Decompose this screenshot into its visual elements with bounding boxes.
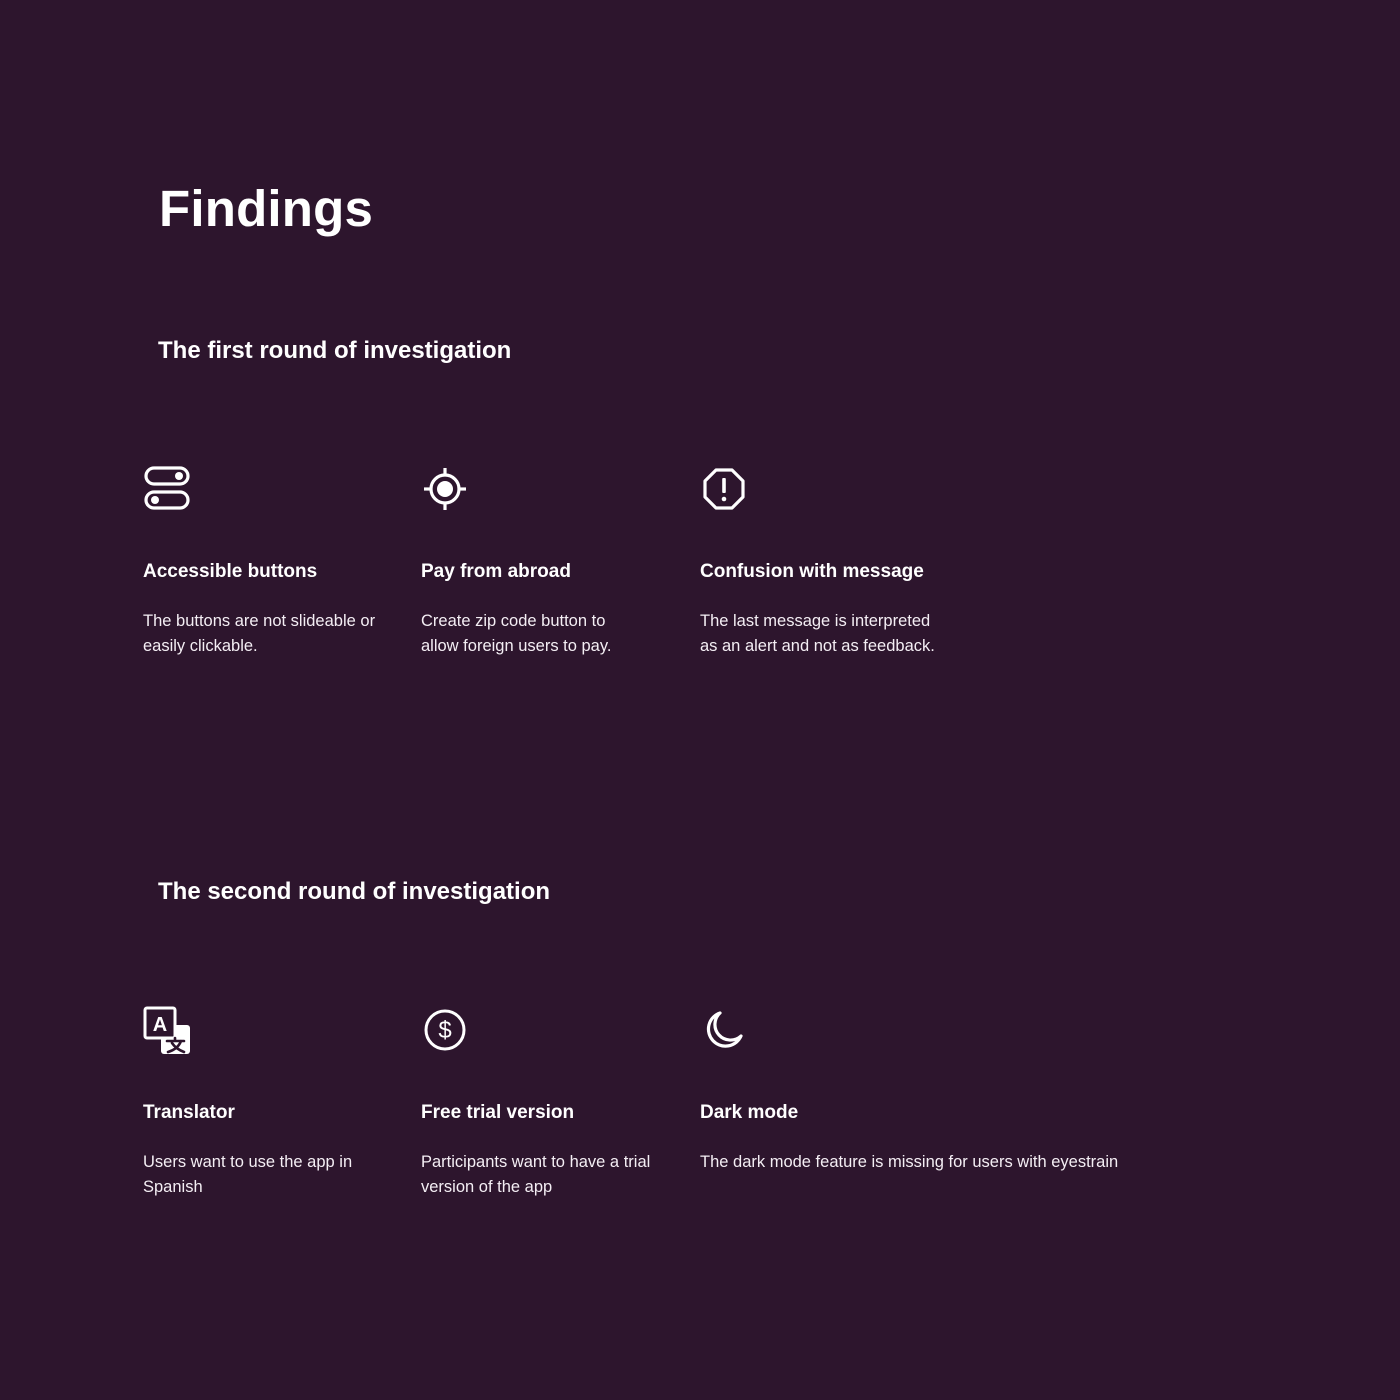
finding-description: The dark mode feature is missing for users with eyestrain (700, 1153, 1119, 1171)
finding-description: Create zip code button to allow foreign users to pay. (421, 612, 612, 655)
finding-description: The buttons are not slideable or easily clickable. (143, 612, 376, 655)
svg-text:A: A (152, 1014, 168, 1036)
finding-title: Free trial version (421, 1102, 575, 1123)
translate-icon (143, 1006, 193, 1056)
finding-title: Translator (143, 1102, 235, 1123)
toggle-switches-icon (143, 465, 193, 515)
section-title-first-round: The first round of investigation (158, 337, 512, 364)
finding-description: Participants want to have a trial version of the app (421, 1153, 651, 1196)
finding-title: Dark mode (700, 1102, 799, 1123)
svg-text:$: $ (438, 1017, 452, 1044)
octagon-alert-icon (700, 465, 750, 515)
crosshair-target-icon (421, 465, 471, 515)
finding-title: Pay from abroad (421, 561, 571, 582)
finding-title: Accessible buttons (143, 561, 318, 582)
moon-icon (700, 1006, 750, 1056)
finding-description: The last message is interpreted as an alert and not as feedback. (700, 612, 935, 655)
dollar-circle-icon (421, 1006, 471, 1056)
section-title-second-round: The second round of investigation (158, 878, 551, 905)
finding-description: Users want to use the app in Spanish (143, 1153, 353, 1196)
finding-title: Confusion with message (700, 561, 924, 582)
page-title: Findings (159, 180, 374, 237)
